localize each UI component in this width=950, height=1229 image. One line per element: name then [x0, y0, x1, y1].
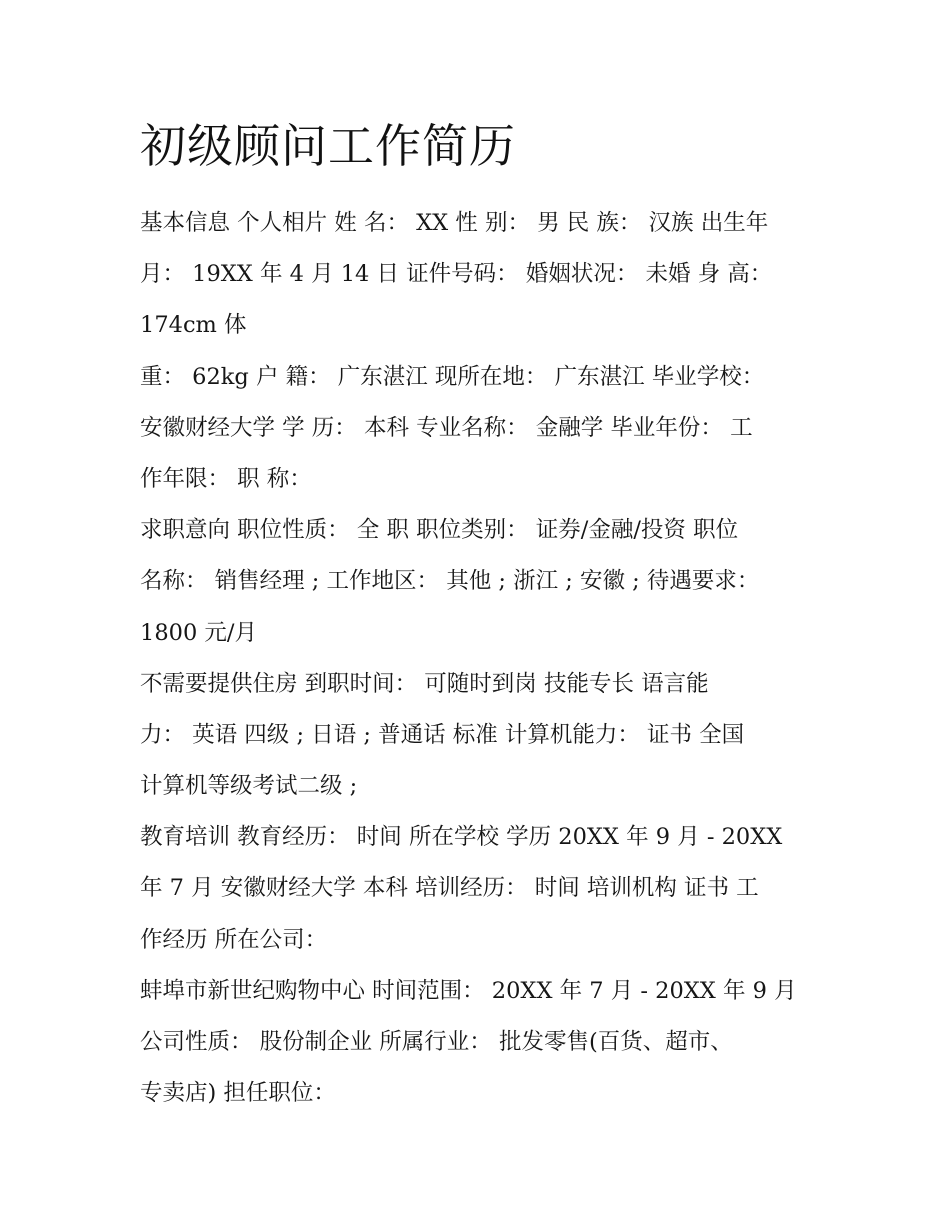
- text-line: 专卖店) 担任职位：: [140, 1080, 336, 1107]
- text-line: 作年限： 职 称：: [140, 465, 312, 492]
- resume-body: [140, 198, 830, 1119]
- text-line: 不需要提供住房 到职时间： 可随时到岗 技能专长 语言能: [140, 670, 709, 697]
- text-line: 名称： 销售经理 ; 工作地区： 其他 ; 浙江 ; 安徽 ; 待遇要求：: [140, 568, 760, 595]
- text-line: 公司性质： 股份制企业 所属行业： 批发零售(百货、超市、: [140, 1029, 733, 1055]
- text-line: 蚌埠市新世纪购物中心 时间范围： 20XX 年 7 月 - 20XX 年 9 月: [140, 977, 797, 1004]
- text-line: 求职意向 职位性质： 全 职 职位类别： 证券/金融/投资 职位: [140, 517, 739, 544]
- text-line: 1800 元/月: [140, 619, 257, 646]
- text-line: 力： 英语 四级 ; 日语 ; 普通话 标准 计算机能力： 证书 全国: [140, 721, 745, 748]
- text-line: 重： 62kg 户 籍： 广东湛江 现所在地： 广东湛江 毕业学校：: [140, 363, 765, 390]
- text-line: 安徽财经大学 学 历： 本科 专业名称： 金融学 毕业年份： 工: [140, 414, 753, 441]
- text-line: 年 7 月 安徽财经大学 本科 培训经历： 时间 培训机构 证书 工: [140, 875, 759, 902]
- text-line: 月： 19XX 年 4 月 14 日 证件号码： 婚姻状况： 未婚 身 高：: [140, 261, 773, 288]
- text-line: 计算机等级考试二级 ;: [140, 773, 358, 800]
- text-line: 基本信息 个人相片 姓 名： XX 性 别： 男 民 族： 汉族 出生年: [140, 210, 769, 236]
- text-line: 作经历 所在公司：: [140, 926, 328, 953]
- text-line: 174cm 体: [140, 312, 247, 339]
- text-line: 教育培训 教育经历： 时间 所在学校 学历 20XX 年 9 月 - 20XX: [140, 824, 783, 851]
- page-title: 初级顾问工作简历: [140, 119, 516, 173]
